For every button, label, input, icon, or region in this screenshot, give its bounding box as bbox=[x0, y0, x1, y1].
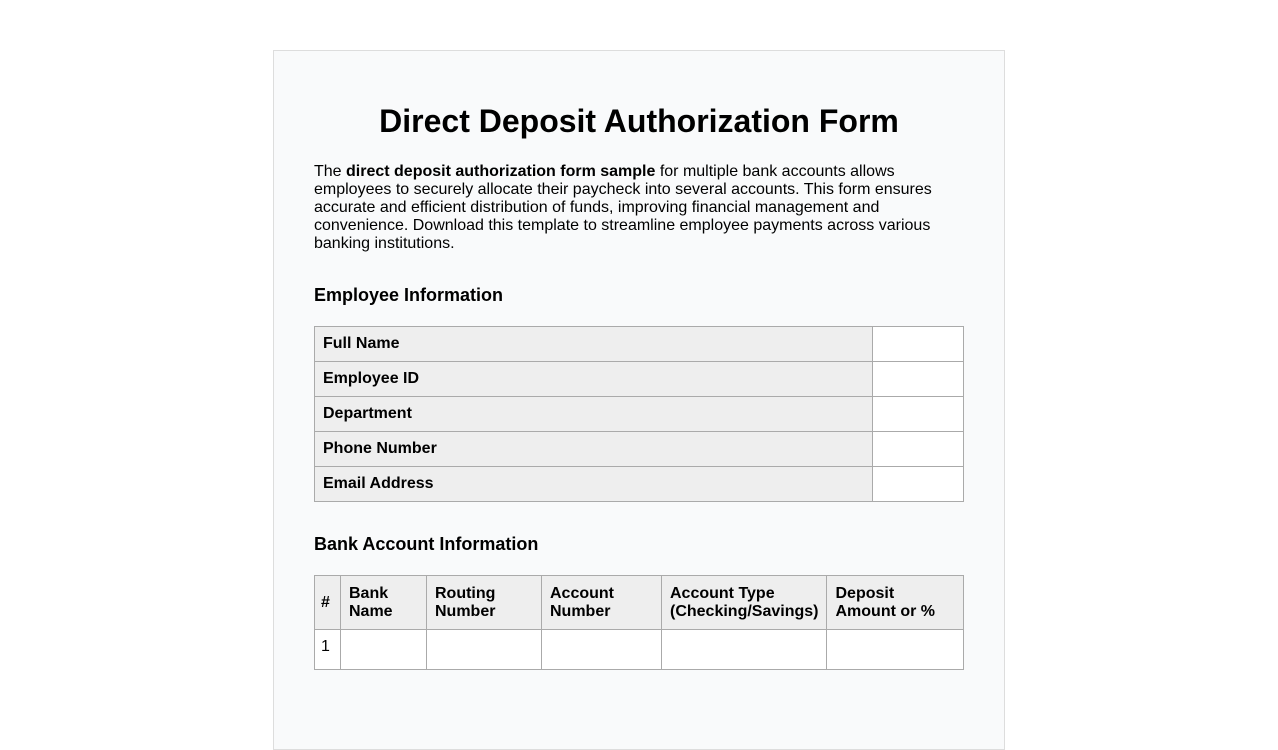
table-row bbox=[315, 327, 964, 362]
employee-table bbox=[314, 326, 964, 502]
table-row bbox=[315, 467, 964, 502]
form-page bbox=[273, 50, 1005, 750]
table-row bbox=[315, 362, 964, 397]
employee-id-field[interactable] bbox=[873, 362, 964, 397]
column-header: Account Type (Checking/Savings) bbox=[662, 576, 827, 630]
column-header: Account Number bbox=[542, 576, 662, 630]
column-header: # bbox=[315, 576, 341, 630]
row-number: 1 bbox=[315, 630, 341, 670]
bank-heading: Bank Account Information bbox=[314, 534, 539, 554]
page-title: Direct Deposit Authorization Form bbox=[379, 103, 899, 139]
intro-bold: direct deposit authorization form sample bbox=[346, 163, 656, 180]
bank-table bbox=[314, 575, 964, 670]
intro-text: for multiple bank accounts allows employees to securely allocate their paycheck into several accounts. This form ensures accurate and efficient distribution of funds, improving financial management and convenience. Download this template to streamline employee payments across various banking institutions. bbox=[314, 163, 932, 252]
employee-heading: Employee Information bbox=[314, 285, 504, 305]
field-label: Employee ID bbox=[315, 362, 873, 397]
table-row bbox=[315, 397, 964, 432]
intro-paragraph bbox=[314, 163, 964, 253]
full-name-field[interactable] bbox=[873, 327, 964, 362]
department-field[interactable] bbox=[873, 397, 964, 432]
column-header: Routing Number bbox=[427, 576, 542, 630]
column-header: Deposit Amount or % bbox=[827, 576, 964, 630]
field-label: Email Address bbox=[315, 467, 873, 502]
field-label: Department bbox=[315, 397, 873, 432]
phone-field[interactable] bbox=[873, 432, 964, 467]
table-header-row bbox=[315, 576, 964, 630]
table-row bbox=[315, 432, 964, 467]
column-header: Bank Name bbox=[341, 576, 427, 630]
field-label: Phone Number bbox=[315, 432, 873, 467]
intro-text: The bbox=[314, 163, 347, 180]
email-field[interactable] bbox=[873, 467, 964, 502]
field-label: Full Name bbox=[315, 327, 873, 362]
